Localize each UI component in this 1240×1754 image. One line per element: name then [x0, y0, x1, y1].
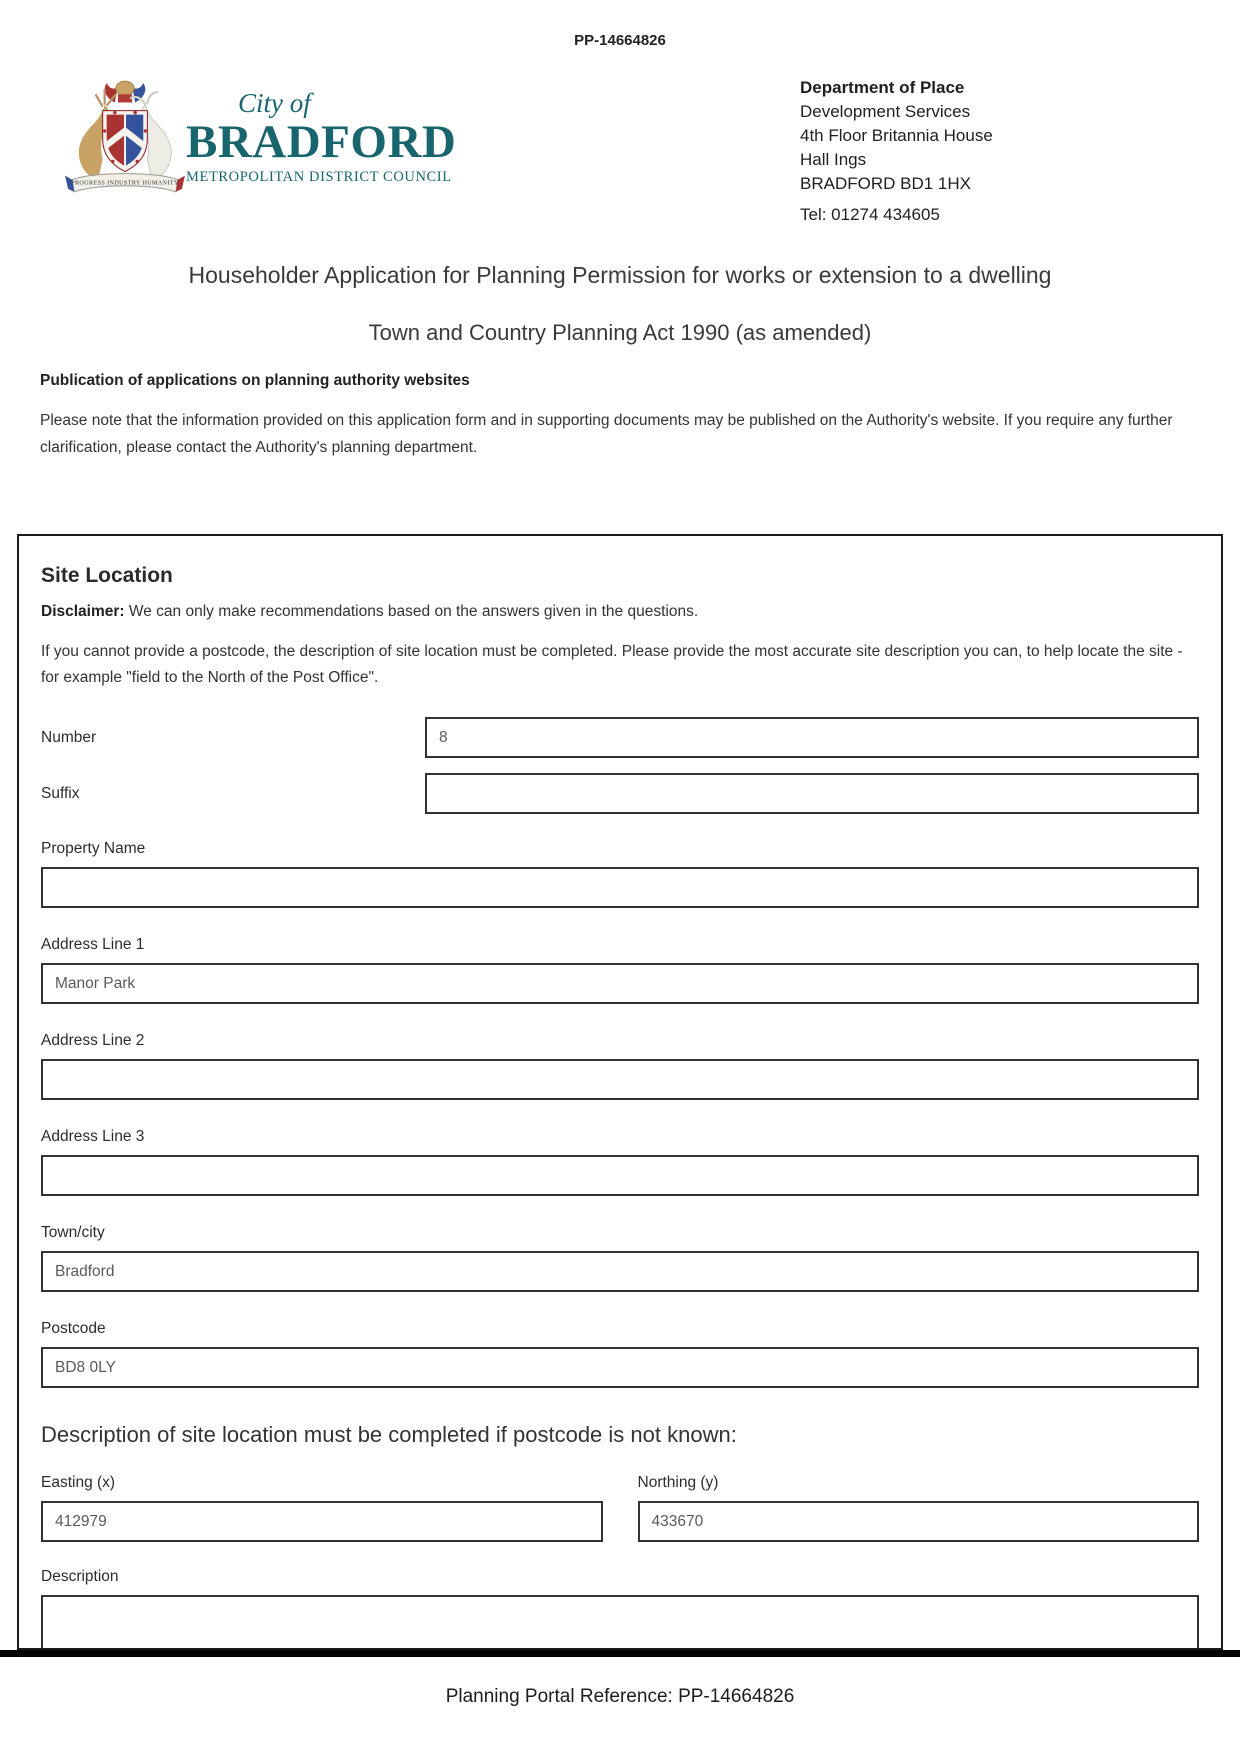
address-line-3-input[interactable]	[41, 1155, 1199, 1196]
crest-boar-head	[116, 81, 134, 95]
description-requirement-heading: Description of site location must be completed if postcode is not known:	[41, 1422, 737, 1447]
publication-body: Please note that the information provided on this application form and in supporting documents may be published on the Authority's website. If you require any further clarification, please contact the Authority's planning department.	[40, 412, 1173, 456]
suffix-input[interactable]	[425, 773, 1199, 814]
suffix-row	[41, 773, 1199, 814]
wordmark-bradford: BRADFORD	[186, 116, 457, 168]
postcode-label: Postcode	[41, 1320, 106, 1337]
address-line-2-label: Address Line 2	[41, 1032, 145, 1049]
postcode-input[interactable]	[41, 1347, 1199, 1388]
postcode-field	[41, 1320, 1199, 1388]
description-field	[41, 1568, 1199, 1650]
number-label: Number	[41, 728, 97, 746]
department-name: Department of Place	[800, 78, 965, 97]
page-break-bar	[0, 1650, 1240, 1657]
department-address-block	[800, 76, 993, 227]
easting-field	[41, 1448, 603, 1542]
address-line: 4th Floor Britannia House	[800, 126, 993, 145]
wordmark-council: METROPOLITAN DISTRICT COUNCIL	[186, 169, 452, 185]
address-line: Hall Ings	[800, 150, 867, 169]
easting-label: Easting (x)	[41, 1474, 116, 1491]
disclaimer-label: Disclaimer:	[41, 603, 125, 620]
northing-field	[638, 1448, 1200, 1542]
bradford-crest-icon	[62, 74, 188, 196]
disclaimer-text	[41, 603, 1199, 621]
wordmark-city-of: City of	[238, 88, 311, 118]
number-row	[41, 717, 1199, 758]
town-city-field	[41, 1224, 1199, 1292]
telephone: Tel: 01274 434605	[800, 205, 940, 224]
publication-note	[40, 372, 1200, 461]
document-reference: PP-14664826	[574, 32, 666, 49]
address-line-2-field	[41, 1032, 1199, 1100]
publication-heading: Publication of applications on planning authority websites	[40, 372, 470, 389]
section-heading: Site Location	[41, 564, 173, 587]
description-label: Description	[41, 1568, 119, 1585]
crest-wreath	[118, 94, 132, 102]
council-wordmark	[186, 90, 456, 185]
form-subtitle: Town and Country Planning Act 1990 (as amended)	[368, 320, 872, 345]
disclaimer-body: We can only make recommendations based on the answers given in the questions.	[128, 603, 699, 620]
town-city-label: Town/city	[41, 1224, 105, 1241]
coordinates-row	[41, 1448, 1199, 1542]
address-line-3-field	[41, 1128, 1199, 1196]
site-location-intro: If you cannot provide a postcode, the description of site location must be completed. Please provide the most accurate site description you can, to help locate the site - for example "field to the North of the Post Office".	[41, 643, 1183, 686]
address-line-1-field	[41, 936, 1199, 1004]
address-line-3-label: Address Line 3	[41, 1128, 145, 1145]
property-name-label: Property Name	[41, 840, 146, 857]
address-line-1-label: Address Line 1	[41, 936, 145, 953]
motto-text: PROGRESS INDUSTRY HUMANITY	[71, 180, 179, 187]
northing-label: Northing (y)	[637, 1474, 719, 1491]
planning-portal-reference: Planning Portal Reference: PP-14664826	[445, 1686, 795, 1707]
address-line: BRADFORD BD1 1HX	[800, 174, 971, 193]
northing-input[interactable]	[638, 1501, 1200, 1542]
property-name-field	[41, 840, 1199, 908]
address-line-1-input[interactable]	[41, 963, 1199, 1004]
easting-input[interactable]	[41, 1501, 603, 1542]
address-line: Development Services	[800, 102, 971, 121]
form-title: Householder Application for Planning Permission for works or extension to a dwelling	[188, 262, 1052, 288]
town-city-input[interactable]	[41, 1251, 1199, 1292]
suffix-label: Suffix	[41, 784, 80, 802]
number-input[interactable]	[425, 717, 1199, 758]
property-name-input[interactable]	[41, 867, 1199, 908]
site-location-section	[17, 534, 1223, 1650]
description-textarea[interactable]	[41, 1595, 1199, 1650]
address-line-2-input[interactable]	[41, 1059, 1199, 1100]
